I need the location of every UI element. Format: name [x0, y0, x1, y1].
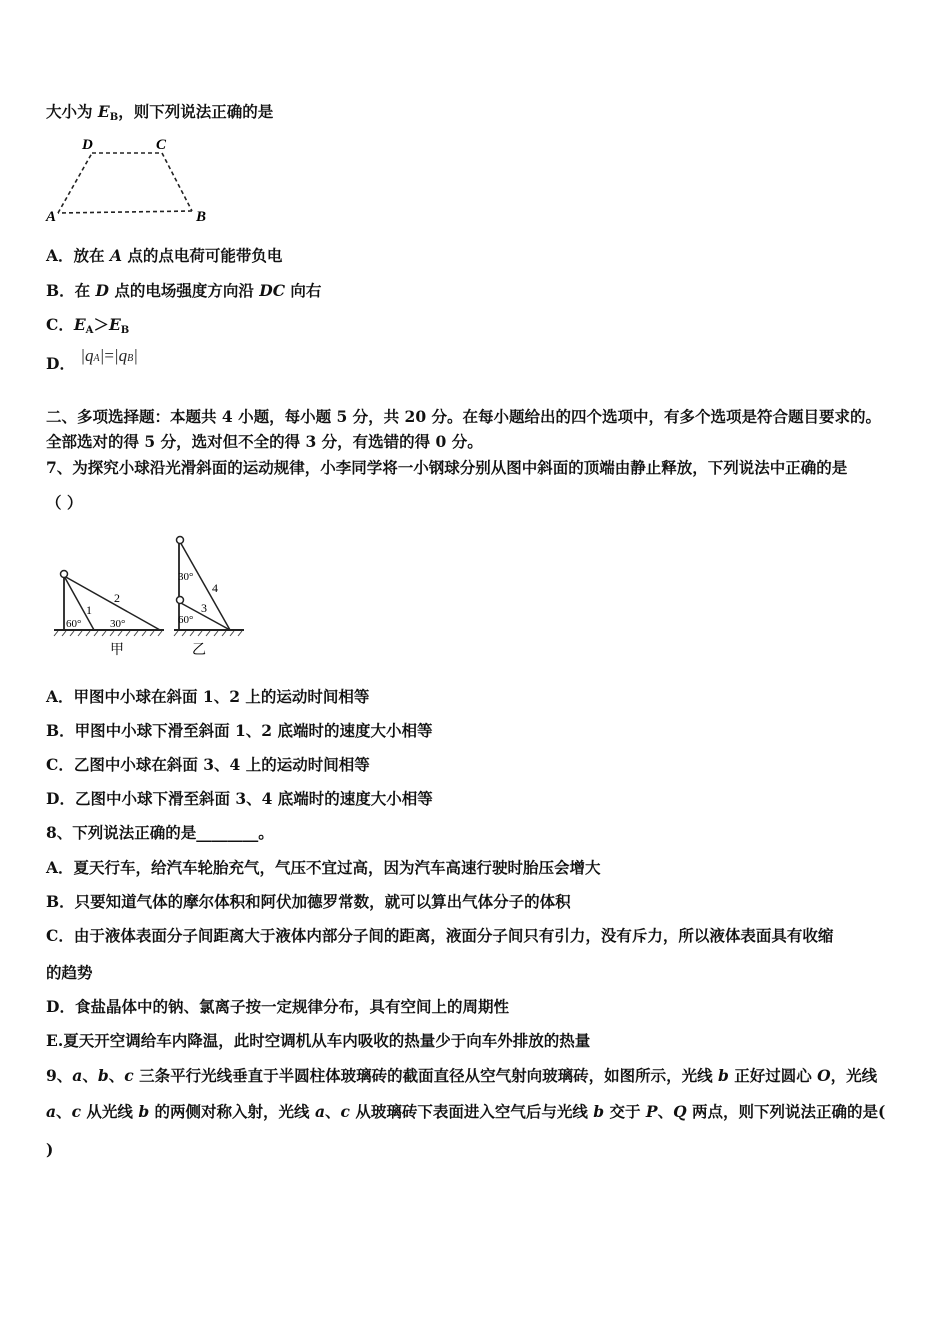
label-B: B: [196, 209, 207, 225]
abs-formula: |qA|=|qB|: [80, 346, 138, 365]
label-A: A: [46, 209, 57, 225]
section2-line2: 全部选对的得 5 分，选对但不全的得 3 分，有选错的得 0 分。: [46, 432, 483, 451]
label-C: C: [156, 137, 167, 153]
q7-option-c: C．乙图中小球在斜面 3、4 上的运动时间相等: [46, 755, 370, 774]
q7-option-b: B．甲图中小球下滑至斜面 1、2 底端时的速度大小相等: [46, 721, 433, 740]
section2-line1: 二、多项选择题：本题共 4 小题，每小题 5 分，共 20 分。在每小题给出的四个选项中，有多个选项是符合题目要求的。: [46, 407, 882, 426]
q7-stem: 7、为探究小球沿光滑斜面的运动规律，小李同学将一小钢球分别从图中斜面的顶端由静止释放，下列说法中正确的是: [46, 458, 848, 477]
q6-option-b: B．在 D 点的电场强度方向沿 DC 向右: [46, 281, 322, 300]
q6-option-d: D． |qA|=|qB|: [46, 346, 138, 373]
q6-option-a: A．放在 A 点的点电荷可能带负电: [46, 246, 283, 265]
q9-line1: 9、a、b、c 三条平行光线垂直于半圆柱体玻璃砖的截面直径从空气射向玻璃砖，如图所示，光线 b 正好过圆心 O，光线: [46, 1066, 878, 1085]
svg-text:2: 2: [114, 591, 120, 605]
svg-text:60°: 60°: [66, 618, 82, 630]
label-yi: 乙: [192, 643, 206, 658]
trapezoid-figure: [44, 135, 224, 227]
q7-option-a: A．甲图中小球在斜面 1、2 上的运动时间相等: [46, 687, 370, 706]
q8-option-e: E.夏天开空调给车内降温，此时空调机从车内吸收的热量少于向车外排放的热量: [46, 1031, 591, 1050]
q8-stem: 8、下列说法正确的是________。: [46, 823, 274, 842]
label-D: D: [82, 137, 93, 153]
q8-option-c: C．由于液体表面分子间距离大于液体内部分子间的距离，液面分子间只有引力，没有斥力，所以液体表面具有收缩: [46, 926, 834, 945]
label-jia: 甲: [110, 643, 124, 658]
svg-text:4: 4: [212, 581, 218, 595]
svg-text:30°: 30°: [178, 571, 194, 583]
q6-option-c: C．$E_A>E_B$: [46, 315, 130, 336]
q8-option-c-cont: 的趋势: [46, 963, 93, 982]
figure-yi: [174, 537, 244, 659]
svg-text:3: 3: [201, 601, 207, 615]
q7-option-d: D．乙图中小球下滑至斜面 3、4 底端时的速度大小相等: [46, 789, 433, 808]
svg-text:60°: 60°: [178, 614, 194, 626]
svg-text:1: 1: [86, 603, 92, 617]
q8-option-d: D．食盐晶体中的钠、氯离子按一定规律分布，具有空间上的周期性: [46, 997, 509, 1016]
figure-jia: [54, 571, 164, 659]
q8-option-a: A．夏天行车，给汽车轮胎充气，气压不宜过高，因为汽车高速行驶时胎压会增大: [46, 858, 601, 877]
q8-option-b: B．只要知道气体的摩尔体积和阿伏加德罗常数，就可以算出气体分子的体积: [46, 892, 571, 911]
q7-paren: （ ）: [46, 493, 83, 512]
incline-figure: [44, 530, 254, 658]
svg-text:30°: 30°: [110, 618, 126, 630]
q9-line2: a、c 从光线 b 的两侧对称入射，光线 a、c 从玻璃砖下表面进入空气后与光线 b 交于 P、Q 两点，则下列说法正确的是(: [46, 1102, 886, 1121]
q9-line3: ): [46, 1140, 54, 1159]
intro-line: 大小为 $E_B$，则下列说法正确的是: [46, 102, 274, 123]
